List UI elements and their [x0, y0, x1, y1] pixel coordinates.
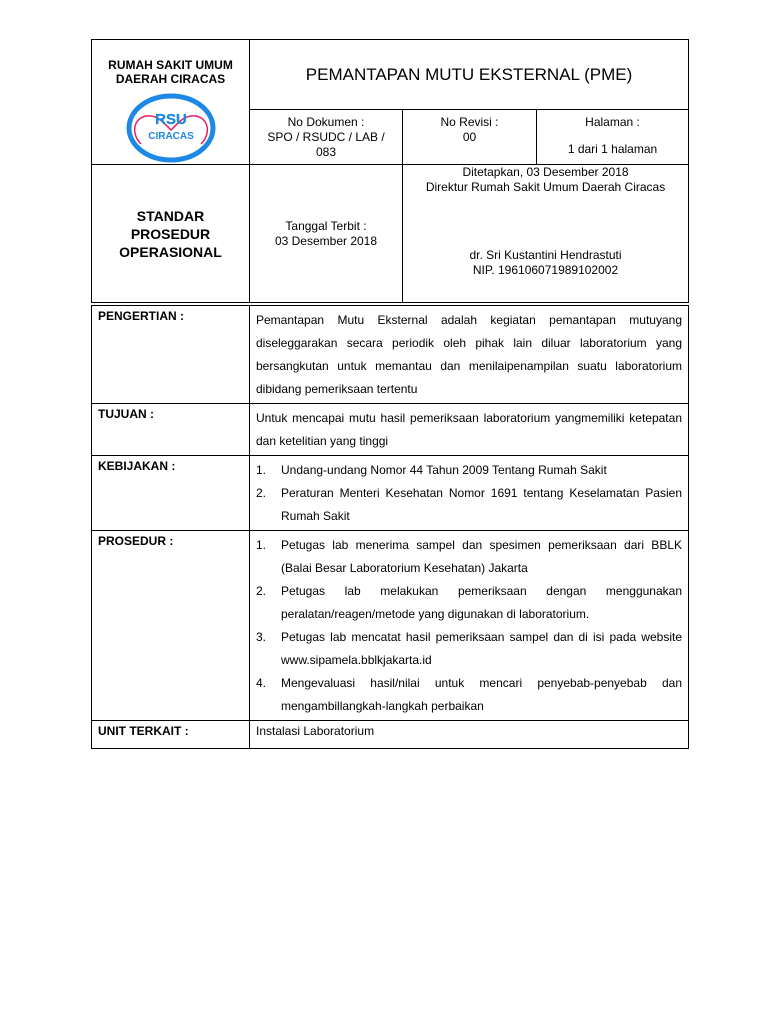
sop-title: STANDAR PROSEDUR OPERASIONAL [92, 165, 250, 303]
list-item: 3. Petugas lab mencatat hasil pemeriksaan sampel dan di isi pada website www.sipamela.bblkjakarta.id [256, 630, 682, 667]
prosedur-list-cell [250, 531, 689, 721]
unit-terkait-row [92, 721, 689, 749]
direktur-text: Direktur Rumah Sakit Umum Daerah Ciracas [425, 180, 666, 194]
halaman-cell [537, 110, 689, 165]
ditetapkan-text: Ditetapkan, 03 Desember 2018 [462, 165, 629, 179]
document-title: PEMANTAPAN MUTU EKSTERNAL (PME) [250, 40, 689, 110]
list-item: 2. Peraturan Menteri Kesehatan Nomor 1691 tentang Keselamatan Pasien Rumah Sakit [256, 486, 682, 523]
pengertian-text: Pemantapan Mutu Eksternal adalah kegiatan pemantapan mutuyang diseleggarakan secara periodik oleh pihak lain diluar laboratorium yang bersangkutan untuk memantau dan menilaipenampilan suatu laboratorium dibidang pemeriksaan tertentu [250, 306, 689, 404]
kebijakan-list-cell [250, 456, 689, 531]
tanggal-terbit-value: 03 Desember 2018 [274, 233, 378, 248]
pengertian-label: PENGERTIAN : [92, 306, 250, 404]
halaman-label: Halaman : [585, 115, 640, 129]
unit-terkait-text: Instalasi Laboratorium [250, 721, 689, 749]
sop-content-table [91, 305, 689, 749]
signer-nip: NIP. 196106071989102002 [472, 263, 619, 277]
kebijakan-label: KEBIJAKAN : [92, 456, 250, 531]
no-dokumen-label: No Dokumen : [287, 115, 365, 129]
no-revisi-cell [403, 110, 537, 165]
halaman-value: 1 dari 1 halaman [567, 142, 658, 156]
prosedur-label: PROSEDUR : [92, 531, 250, 721]
no-dokumen-cell [250, 110, 403, 165]
logo-text-bottom: CIRACAS [147, 131, 194, 142]
hospital-logo [121, 92, 221, 164]
no-dokumen-value: SPO / RSUDC / LAB / [267, 130, 385, 144]
document-header [91, 39, 689, 303]
unit-terkait-label: UNIT TERKAIT : [92, 721, 250, 749]
list-item: 2. Petugas lab melakukan pemeriksaan dengan menggunakan peralatan/reagen/metode yang digunakan di laboratorium. [256, 584, 682, 621]
no-revisi-value: 00 [462, 130, 477, 144]
hospital-name: RUMAH SAKIT UMUM DAERAH CIRACAS [108, 58, 233, 86]
tujuan-label: TUJUAN : [92, 404, 250, 456]
signer-name: dr. Sri Kustantini Hendrastuti [469, 248, 622, 262]
kebijakan-row [92, 456, 689, 531]
list-item: 1. Petugas lab menerima sampel dan spesimen pemeriksaan dari BBLK (Balai Besar Laboratorium Kesehatan) Jakarta [256, 538, 682, 575]
logo-ring [129, 96, 213, 160]
no-dokumen-value-2: 083 [315, 145, 337, 159]
tanggal-terbit-label: Tanggal Terbit : [285, 218, 367, 233]
prosedur-list [256, 534, 682, 718]
list-item: 4. Mengevaluasi hasil/nilai untuk mencari penyebab-penyebab dan mengambillangkah-langkah perbaikan [256, 676, 682, 713]
no-revisi-label: No Revisi : [440, 115, 499, 129]
tujuan-row [92, 404, 689, 456]
pengertian-row [92, 306, 689, 404]
tanggal-terbit-cell [250, 165, 403, 303]
tujuan-text: Untuk mencapai mutu hasil pemeriksaan laboratorium yangmemiliki ketepatan dan ketelitian yang tinggi [250, 404, 689, 456]
prosedur-row [92, 531, 689, 721]
hospital-identity-cell [92, 40, 250, 165]
kebijakan-list [256, 459, 682, 528]
approval-cell [403, 165, 689, 303]
list-item: 1. Undang-undang Nomor 44 Tahun 2009 Tentang Rumah Sakit [256, 463, 607, 477]
logo-text-top: RSU [154, 111, 187, 128]
